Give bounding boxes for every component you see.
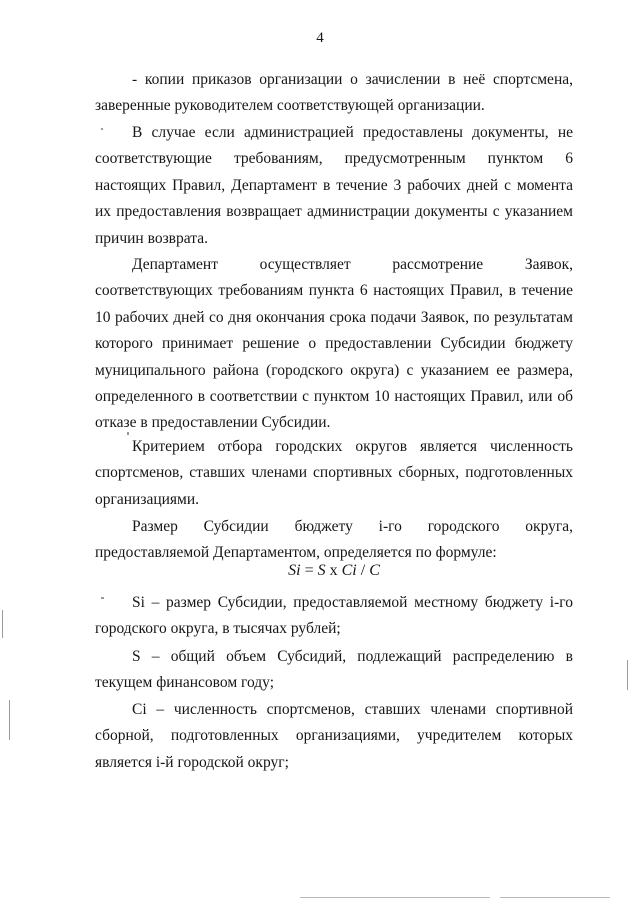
formula-divide: / — [360, 562, 366, 579]
paragraph-review-applications: Департамент осуществляет рассмотрение Заявок, соответствующих требованиям пункта 6 настоящих Правил, в течение 10 рабочих дней со дня окончания срока подачи Заявок, по результатам которого принимает решение о предоставлении Субсидии бюджету муниципального района (городского округа) с указанием ее размера, определенного в соответствии с пунктом 10 настоящих Правил, или об отказе в предоставлении Субсидии. — [95, 256, 573, 432]
formula-equals: = — [304, 562, 314, 579]
scan-speck — [627, 660, 628, 690]
paragraph-return-documents: В случае если администрацией предоставлены документы, не соответствующие требованиям, предусмотренным пунктом 6 настоящих Правил, Департамент в течение 3 рабочих дней с момента их предоставления возвращает администрации документы с указанием причин возврата. — [95, 124, 573, 247]
paragraph-subsidy-size: Размер Субсидии бюджету i-го городского округа, предоставляемой Департаментом, определяется по формуле: — [95, 518, 573, 562]
formula-si: Si — [288, 562, 301, 579]
subsidy-formula — [95, 562, 573, 580]
paragraph-selection-criterion: Критерием отбора городских округов является численность спортсменов, ставших членами спортивных сборных, подготовленных организациями. — [95, 438, 573, 508]
paragraph-copies: - копии приказов организации о зачислении в неё спортсмена, заверенные руководителем соответствующей организации. — [95, 71, 573, 115]
scan-speck — [127, 432, 129, 435]
formula-ci: Ci — [341, 562, 357, 579]
formula-c: C — [369, 562, 380, 579]
footer-rule — [300, 897, 490, 898]
scan-speck — [9, 700, 10, 740]
formula-multiply: x — [329, 562, 338, 579]
page-number: 4 — [316, 30, 324, 46]
scan-speck — [2, 610, 3, 638]
paragraph-ci-definition: Ci – численность спортсменов, ставших членами спортивной сборной, подготовленных организациями, учредителем которых является i-й городской округ; — [95, 701, 573, 771]
scan-speck — [101, 597, 104, 599]
footer-rule — [500, 897, 610, 898]
scan-speck — [101, 128, 103, 130]
paragraph-s-definition: S – общий объем Субсидий, подлежащий распределению в текущем финансовом году; — [95, 648, 573, 692]
formula-s: S — [317, 562, 326, 579]
paragraph-si-definition: Si – размер Субсидии, предоставляемой местному бюджету i-го городского округа, в тысячах рублей; — [95, 594, 573, 638]
